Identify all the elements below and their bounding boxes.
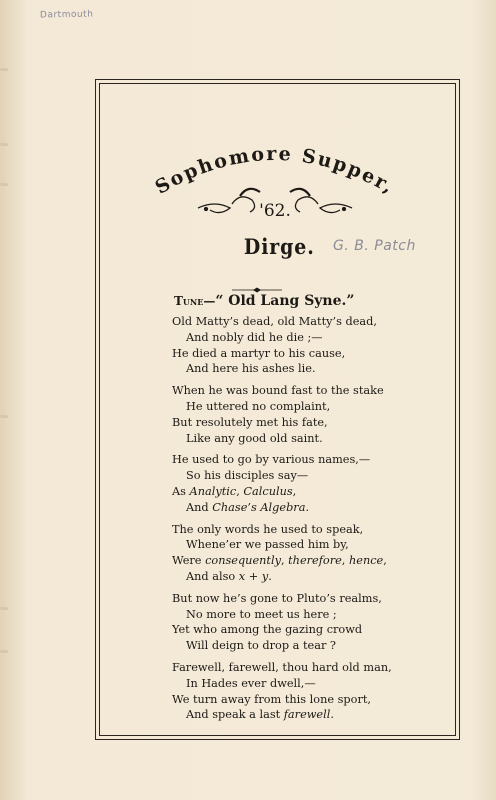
header-ornament [140,130,410,230]
verse-text: , [236,484,244,498]
verse-italic: consequently [205,554,281,568]
arc-title: Sophomore Supper, [151,142,399,199]
verse-line: No more to meet us here ; [186,607,337,621]
binding-hole [0,68,8,71]
verse-italic: farewell [283,708,331,722]
verse-text: . [268,569,272,583]
tune-line [174,293,354,309]
verse-line [172,707,442,723]
svg-text:Sophomore Supper, [152,143,399,199]
stanza-4 [172,522,442,585]
poem-body [172,314,442,729]
verse-text: Were [172,554,206,568]
verse-line: Yet who among the gazing crowd [172,623,363,637]
verse-italic: therefore [288,554,342,568]
verse-line: He uttered no complaint, [186,399,331,413]
verse-line: So his disciples say— [186,469,309,483]
tune-label: Tune— [174,294,216,308]
verse-line: And nobly did he die ;— [186,330,323,344]
poem-title: Dirge. [243,234,315,259]
verse-text: , [341,554,349,568]
verse-italic: hence [348,554,384,568]
verse-text: And [186,500,213,514]
stanza-1 [172,314,442,377]
pencil-annotation: Dartmouth [39,9,94,21]
verse-italic: Calculus [243,484,293,498]
verse-line: But resolutely met his fate, [172,415,328,429]
verse-text: And speak a last [186,708,284,722]
verse-line: When he was bound fast to the stake [172,384,384,398]
verse-line: Farewell, farewell, thou hard old man, [172,660,392,674]
verse-line: In Hades ever dwell,— [186,676,316,690]
verse-line: Whene’er we passed him by, [186,538,349,552]
verse-text: And also [186,569,239,583]
verse-line [172,569,442,585]
stanza-5 [172,591,442,654]
verse-line: Old Matty’s dead, old Matty’s dead, [172,315,377,328]
verse-line: But now he’s gone to Pluto’s realms, [172,591,382,605]
handwritten-signature: G. B. Patch [333,238,416,254]
verse-text: , [383,554,387,568]
verse-text: , [280,554,289,568]
year-label: '62. [259,201,291,221]
verse-text: , [292,484,297,498]
binding-hole [0,607,8,610]
binding-hole [0,143,8,146]
verse-line: He died a martyr to his cause, [172,346,346,360]
verse-line: The only words he used to speak, [172,522,364,536]
verse-line [172,500,442,516]
tune-name: “ Old Lang Syne.” [215,293,355,309]
verse-text: As [172,484,190,498]
verse-line [172,484,442,500]
verse-line: Like any good old saint. [186,431,323,445]
verse-italic: x + y [238,569,269,583]
binding-hole [0,183,8,186]
binding-hole [0,415,8,418]
verse-text: . [330,708,334,722]
stanza-2 [172,383,442,446]
verse-italic: Analytic [189,484,237,498]
verse-line: We turn away from this lone sport, [172,692,371,706]
stanza-6 [172,660,442,723]
verse-italic: Chase’s Algebra [212,500,306,514]
verse-line [172,553,442,569]
verse-line: And here his ashes lie. [186,362,316,376]
verse-line: He used to go by various names,— [172,453,371,467]
verse-text: . [305,500,310,514]
binding-hole [0,650,8,653]
verse-line: Will deign to drop a tear ? [186,639,336,653]
stanza-3 [172,452,442,515]
